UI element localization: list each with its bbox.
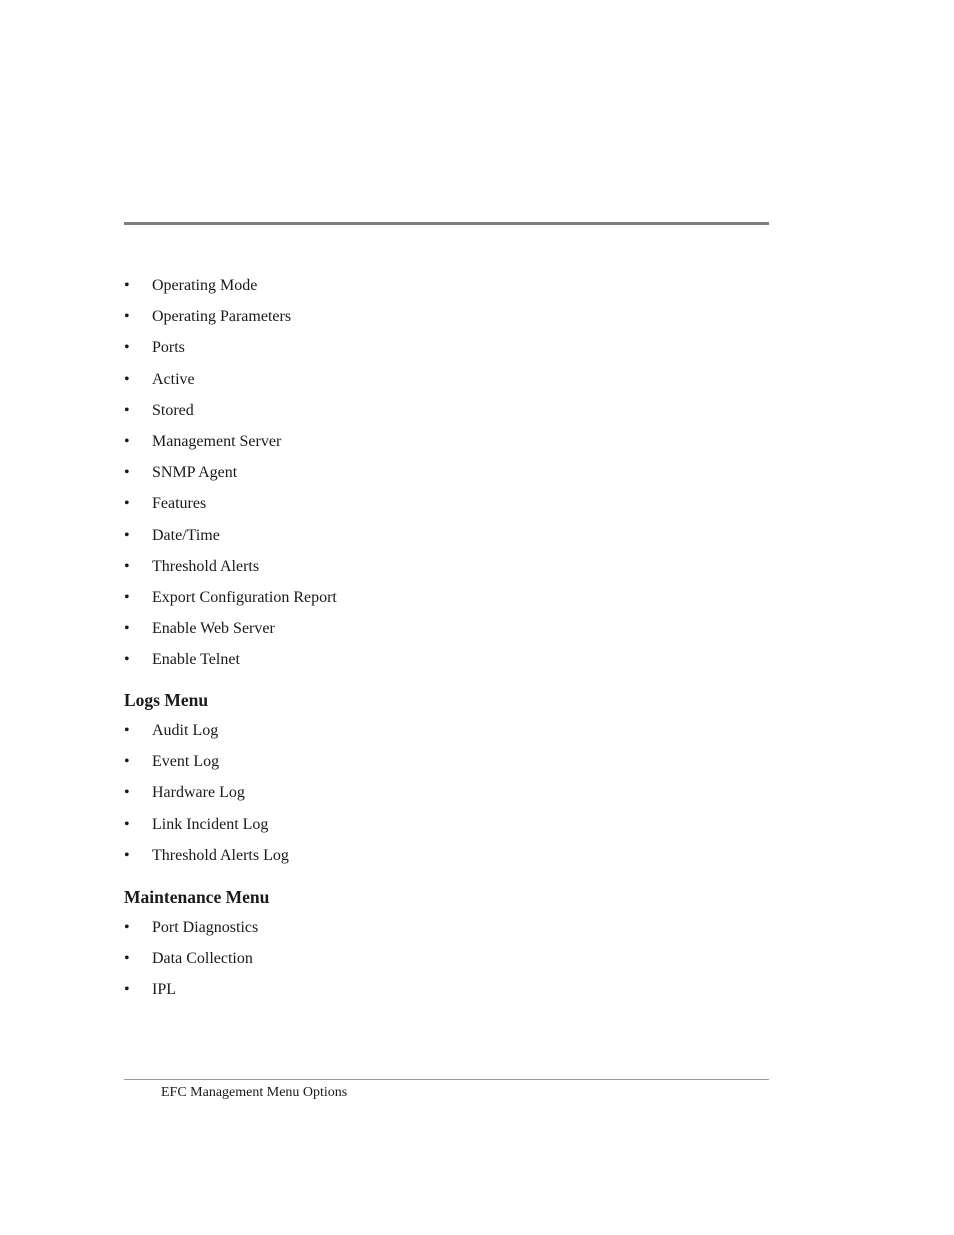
bullet-icon: • xyxy=(124,815,130,833)
bullet-icon: • xyxy=(124,277,130,294)
list-item-label: Threshold Alerts xyxy=(152,557,260,575)
bullet-icon: • xyxy=(124,784,130,802)
bullet-icon: • xyxy=(124,588,130,606)
bullet-icon: • xyxy=(124,526,130,544)
list-item-label: Date/Time xyxy=(152,526,220,544)
list-item-label: Features xyxy=(152,495,207,513)
logs-menu-heading: Logs Menu xyxy=(124,690,209,710)
bullet-icon: • xyxy=(124,557,130,575)
list-item-label: Threshold Alerts Log xyxy=(152,846,289,864)
bullet-icon: • xyxy=(124,308,130,326)
list-item-label: Enable Web Server xyxy=(152,620,275,638)
bullet-icon: • xyxy=(124,651,130,669)
list-item-label: Stored xyxy=(152,401,194,419)
header-rule xyxy=(124,222,769,225)
bullet-icon: • xyxy=(124,846,130,864)
list-item-label: Port Diagnostics xyxy=(152,919,259,936)
list-item-label: Link Incident Log xyxy=(152,815,269,833)
footer-rule xyxy=(124,1079,769,1080)
bullet-icon: • xyxy=(124,981,130,999)
bullet-icon: • xyxy=(124,722,130,739)
list-item-label: Enable Telnet xyxy=(152,651,240,669)
bullet-icon: • xyxy=(124,464,130,482)
bullet-icon: • xyxy=(124,339,130,357)
bullet-icon: • xyxy=(124,919,130,936)
bullet-icon: • xyxy=(124,753,130,771)
list-item-label: Operating Mode xyxy=(152,277,258,294)
list-item-label: Audit Log xyxy=(152,722,219,739)
list-item-label: Active xyxy=(152,370,195,388)
bullet-icon: • xyxy=(124,432,130,450)
bullet-icon: • xyxy=(124,620,130,638)
list-item-label: Operating Parameters xyxy=(152,308,292,326)
maintenance-menu-heading: Maintenance Menu xyxy=(124,887,270,907)
list-item-label: SNMP Agent xyxy=(152,464,238,482)
bullet-icon: • xyxy=(124,401,130,419)
list-item-label: Data Collection xyxy=(152,950,253,968)
list-item-label: Hardware Log xyxy=(152,784,245,802)
list-item-label: Ports xyxy=(152,339,185,357)
list-item-label: IPL xyxy=(152,981,176,999)
list-item-label: Export Configuration Report xyxy=(152,588,337,606)
list-item-label: Event Log xyxy=(152,753,220,771)
bullet-icon: • xyxy=(124,950,130,968)
bullet-icon: • xyxy=(124,370,130,388)
list-item-label: Management Server xyxy=(152,432,282,450)
footer-title: EFC Management Menu Options xyxy=(161,1085,348,1100)
bullet-icon: • xyxy=(124,495,130,513)
